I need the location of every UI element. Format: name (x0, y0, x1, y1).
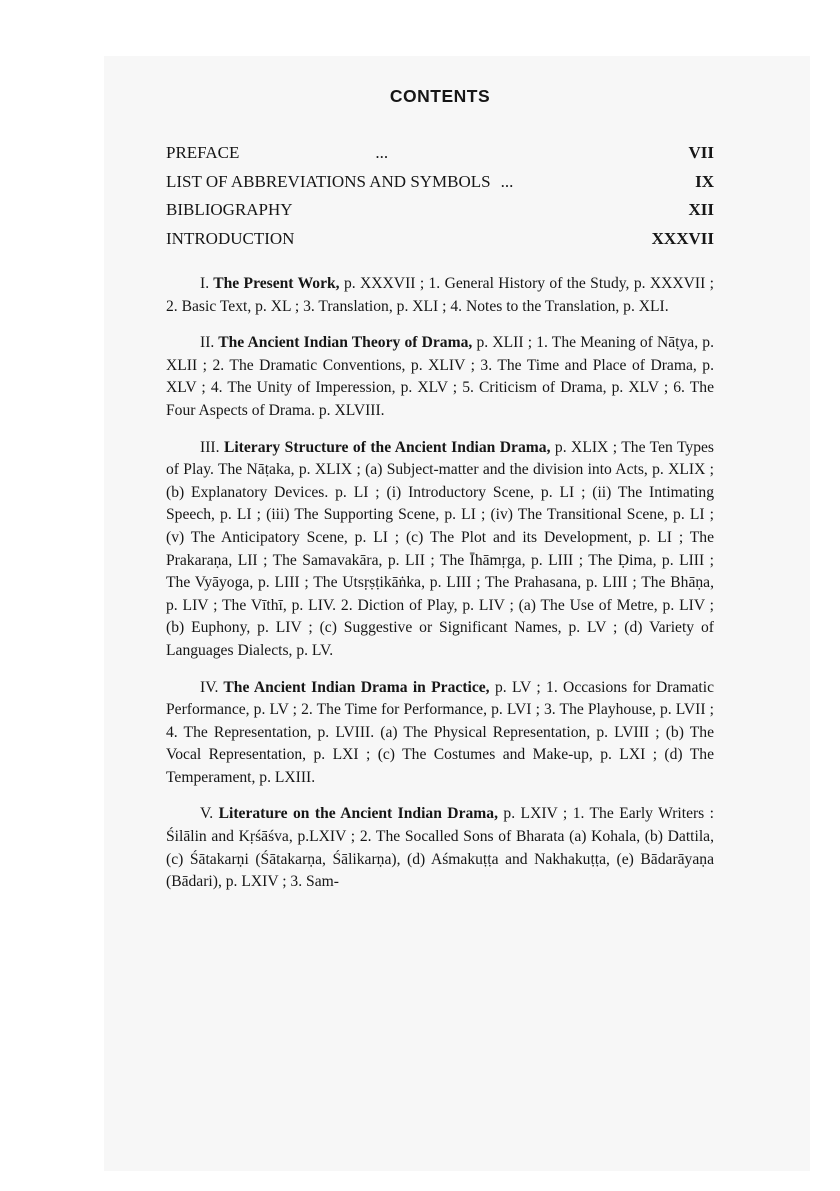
toc-entry-preface (166, 139, 714, 168)
toc-page: IX (695, 171, 714, 191)
section-number: IV. (200, 678, 219, 696)
section-body: p. LXIV ; 1. The Early Writers : Śilālin and Kṛśāśva, p.LXIV ; 2. The Socalled Sons of Bharata (a) Kohala, (b) Dattila, (c) Śātakarṇi (Śātakarṇa, Śālikarṇa), (d) Aśmakuṭṭa and Nakhakuṭṭa, (e) Bādarāyaṇa (Bādari), p. LXIV ; 3. Sam- (166, 805, 715, 891)
toc-entry-introduction (166, 225, 714, 254)
toc-label: PREFACE (166, 143, 240, 162)
section-title: The Ancient Indian Theory of Drama, (218, 334, 473, 352)
section-4 (166, 677, 714, 790)
section-heading (166, 805, 498, 822)
page-title: CONTENTS (389, 86, 491, 106)
section-number: V. (200, 805, 214, 823)
toc-leader: ... (375, 143, 389, 162)
toc-entry-bibliography (166, 196, 714, 225)
section-body: p. XXXVII ; 1. General History of the Study, p. XXXVII ; 2. Basic Text, p. XL ; 3. Translation, p. XLI ; 4. Notes to the Translation, p. XLI. (166, 275, 715, 315)
section-number: II. (200, 334, 215, 352)
toc-page: XII (688, 200, 714, 219)
toc-page: VII (688, 143, 714, 162)
section-title: The Ancient Indian Drama in Practice, (223, 678, 490, 696)
section-body: p. LV ; 1. Occasions for Dramatic Performance, p. LV ; 2. The Time for Performance, p. LVI ; 3. The Playhouse, p. LVII ; 4. The Representation, p. LVIII. (a) The Physical Representation, p. LVIII ; (b) The Vocal Representation, p. LXI ; (c) The Costumes and Make-up, p. LXI ; (d) The Temperament, p. LXIII. (166, 678, 714, 786)
toc-list (166, 139, 714, 253)
section-body: p. XLIX ; The Ten Types of Play. The Nāṭaka, p. XLIX ; (a) Subject-matter and the division into Acts, p. XLIX ; (b) Explanatory Devices. p. LI ; (i) Introductory Scene, p. LI ; (ii) The Intimating Speech, p. LI ; (iii) The Supporting Scene, p. LI ; (iv) The Transitional Scene, p. LI ; (v) The Anticipatory Scene, p. LI ; (c) The Plot and its Development, p. LI ; The Prakaraṇa, LII ; The Samavakāra, p. LII ; The Īhāmṛga, p. LIII ; The Ḍima, p. LIII ; The Vyāyoga, p. LIII ; The Utsṛṣṭikāṅka, p. LIII ; The Prahasana, p. LIII ; The Bhāṇa, p. LIV ; The Vīthī, p. LIV. 2. Diction of Play, p. LIV ; (a) The Use of Metre, p. LIV ; (b) Euphony, p. LIV ; (c) Suggestive or Significant Names, p. LV ; (d) Variety of Languages Dialects, p. LV. (166, 438, 714, 659)
section-number: I. (200, 275, 210, 292)
toc-entry-abbreviations (166, 168, 714, 197)
section-title: Literary Structure of the Ancient Indian Drama, (223, 438, 551, 456)
section-3 (166, 437, 714, 663)
section-body: p. XLII ; 1. The Meaning of Nāṭya, p. XLII ; 2. The Dramatic Conventions, p. XLIV ; 3. The Time and Place of Drama, p. XLV ; 4. The Unity of Imperession, p. XLV ; 5. Criticism of Drama, p. XLV ; 6. The Four Aspects of Drama. p. XLVIII. (166, 334, 715, 419)
section-heading (166, 439, 550, 456)
toc-page: XXXVII (651, 228, 714, 248)
section-2 (166, 332, 714, 422)
section-heading (166, 334, 472, 351)
toc-label: BIBLIOGRAPHY (166, 200, 293, 219)
section-number: III. (200, 438, 220, 456)
toc-label: INTRODUCTION (166, 228, 295, 248)
section-5 (166, 803, 714, 893)
section-title: The Present Work, (213, 275, 340, 292)
section-heading (166, 275, 340, 292)
toc-leader: ... (500, 171, 514, 191)
section-1 (166, 273, 714, 318)
section-heading (166, 679, 490, 696)
section-title: Literature on the Ancient Indian Drama, (218, 805, 498, 823)
toc-label: LIST OF ABBREVIATIONS AND SYMBOLS (166, 171, 491, 191)
contents-page (166, 86, 714, 908)
